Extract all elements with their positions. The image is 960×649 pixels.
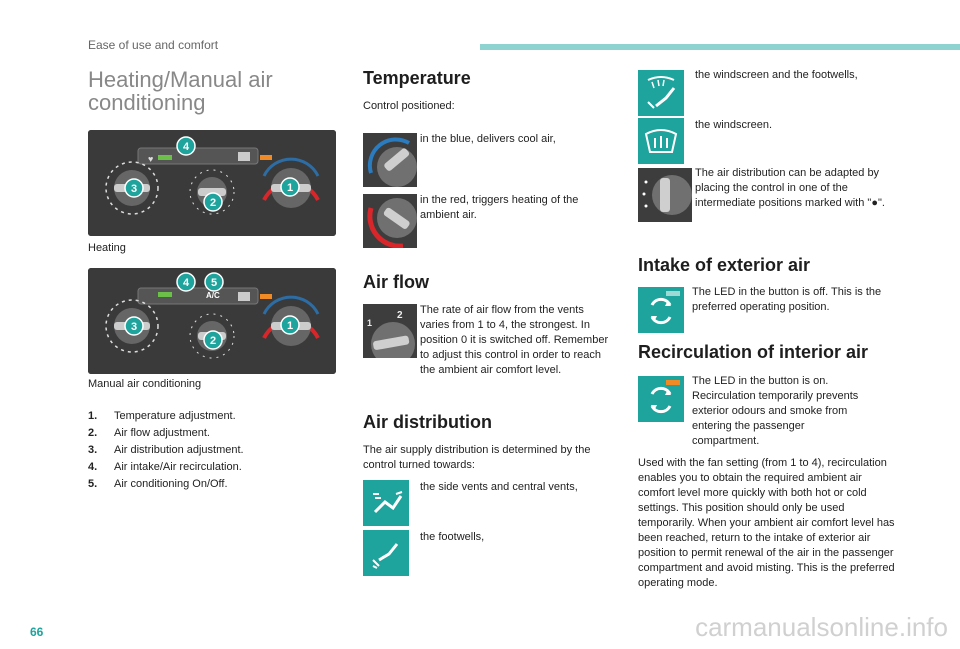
- temperature-red-knob-image: [363, 194, 417, 248]
- header-accent-bar: [480, 44, 960, 50]
- footwells-icon: [363, 530, 409, 576]
- distribution-intro: The air supply distribution is determined by the control turned towards:: [363, 444, 591, 471]
- control-legend-list: [88, 410, 348, 495]
- badge-5: [204, 272, 224, 297]
- recirc-heading: Recirculation of interior air: [638, 342, 869, 362]
- svg-text:1: 1: [367, 318, 373, 328]
- list-item: 4. Air intake/Air recirculation.: [88, 461, 242, 473]
- svg-text:4: 4: [182, 141, 190, 153]
- intermediate-text: The air distribution can be adapted by placing the control in one of the intermediate positions marked with "●".: [695, 167, 885, 209]
- svg-text:♥: ♥: [148, 154, 154, 164]
- svg-text:3: 3: [130, 183, 138, 195]
- airflow-heading: Air flow: [363, 272, 429, 292]
- footwells-text: the footwells,: [420, 531, 485, 543]
- recirc-usage-text: Used with the fan setting (from 1 to 4), recirculation enables you to obtain the required ambient air comfort level more quickly with both hot or cold settings. This position should only be used temporarily. When your ambient air comfort level has been reached, return to the intake of exterior air position to permit renewal of the air in the passenger compartment and avoid misting. This is the preferred operating mode.: [638, 457, 895, 589]
- svg-text:1: 1: [286, 182, 294, 194]
- temperature-red-text: in the red, triggers heating of the ambient air.: [420, 194, 579, 221]
- windscreen-icon: [638, 118, 684, 164]
- exterior-air-icon: [638, 287, 684, 333]
- distribution-heading: Air distribution: [363, 412, 492, 432]
- temperature-heading: Temperature: [363, 68, 471, 88]
- airflow-knob-image: [363, 304, 417, 358]
- ac-button-label: A/C: [206, 291, 220, 300]
- side-vents-text: the side vents and central vents,: [420, 481, 578, 493]
- temperature-blue-text: in the blue, delivers cool air,: [420, 133, 556, 145]
- svg-text:4: 4: [182, 277, 190, 289]
- airflow-text: The rate of air flow from the vents varies from 1 to 4, the strongest. In position 0 it is switched off. Remember to adjust this control in order to reach the ambient air comfort level.: [420, 304, 609, 376]
- badge-2: [203, 330, 223, 355]
- heating-panel-image: [88, 130, 336, 236]
- intermediate-knob-image: [638, 168, 692, 222]
- temperature-blue-knob-image: [363, 133, 417, 187]
- list-item: 5. Air conditioning On/Off.: [88, 478, 228, 490]
- manual-ac-caption: Manual air conditioning: [88, 378, 202, 390]
- windscreen-footwells-text: the windscreen and the footwells,: [695, 69, 858, 81]
- svg-text:5: 5: [210, 277, 218, 289]
- badge-3: [124, 316, 144, 341]
- windscreen-text: the windscreen.: [695, 119, 773, 131]
- list-item: 3. Air distribution adjustment.: [88, 444, 244, 456]
- heating-caption: Heating: [88, 242, 126, 254]
- badge-1: [280, 177, 300, 202]
- list-item: 2. Air flow adjustment.: [88, 427, 210, 439]
- manual-ac-panel-image: [88, 268, 336, 374]
- svg-text:1: 1: [286, 320, 294, 332]
- svg-text:2: 2: [209, 197, 217, 209]
- badge-3: [124, 178, 144, 203]
- windscreen-footwells-icon: [638, 70, 684, 116]
- recirc-text: The LED in the button is on. Recirculation temporarily prevents exterior odours and smoke from entering the passenger compartment.: [692, 375, 859, 447]
- recirculation-icon: [638, 376, 684, 422]
- side-vents-icon: [363, 480, 409, 526]
- intake-text: The LED in the button is off. This is the preferred operating position.: [692, 286, 882, 313]
- temperature-intro: Control positioned:: [363, 100, 455, 112]
- list-item: 1. Temperature adjustment.: [88, 410, 236, 422]
- watermark: carmanualsonline.info: [695, 612, 948, 642]
- badge-1: [280, 315, 300, 340]
- svg-text:2: 2: [209, 335, 217, 347]
- page-title: Heating/Manual air conditioning: [88, 67, 273, 115]
- intake-heading: Intake of exterior air: [638, 255, 811, 275]
- badge-4: [176, 272, 196, 297]
- badge-2: [203, 192, 223, 217]
- svg-text:3: 3: [130, 321, 138, 333]
- badge-4: [176, 136, 196, 161]
- svg-text:2: 2: [397, 310, 403, 321]
- page-number: 66: [30, 625, 44, 639]
- section-label: Ease of use and comfort: [88, 38, 219, 52]
